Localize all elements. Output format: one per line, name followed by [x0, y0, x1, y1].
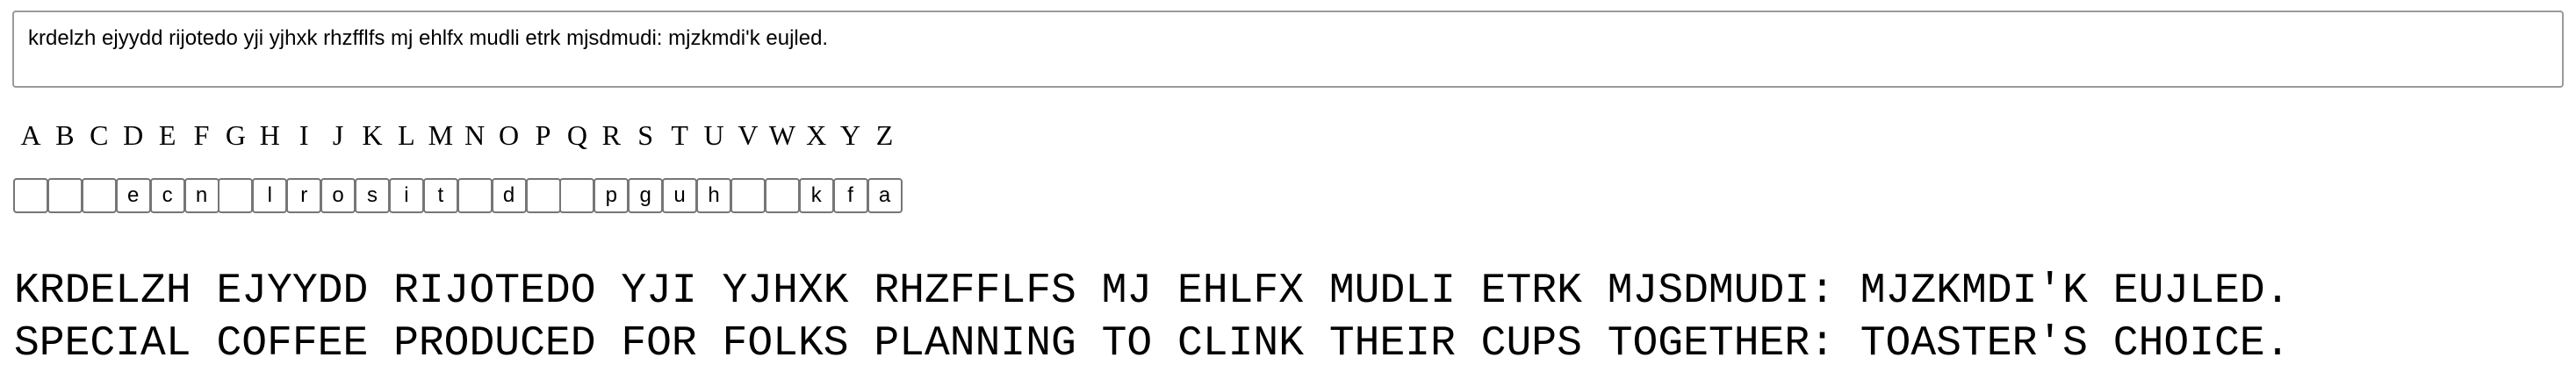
letter-label-p: P	[535, 119, 551, 151]
letter-label-x: X	[806, 119, 827, 151]
letter-input-m[interactable]	[423, 178, 458, 213]
letter-input-l[interactable]	[389, 178, 424, 213]
letter-input-p[interactable]	[526, 178, 561, 213]
letter-label-v: V	[738, 119, 759, 151]
letter-label-u: U	[703, 119, 724, 151]
letter-label-q: Q	[566, 119, 587, 151]
letter-input-w[interactable]	[765, 178, 800, 213]
letter-input-i[interactable]	[286, 178, 321, 213]
letter-input-c[interactable]	[82, 178, 117, 213]
letter-label-i: I	[299, 119, 309, 151]
letter-input-y[interactable]	[833, 178, 868, 213]
ciphertext-display: KRDELZH EJYYDD RIJOTEDO YJI YJHXK RHZFFLFS MJ EHLFX MUDLI ETRK MJSDMUDI: MJZKMDI'K EUJLED.	[14, 268, 2291, 315]
letter-input-q[interactable]	[559, 178, 594, 213]
letter-input-d[interactable]	[116, 178, 151, 213]
letter-input-t[interactable]	[662, 178, 697, 213]
letter-label-m: M	[428, 119, 454, 151]
substitution-inputs-row	[0, 178, 2576, 217]
letter-label-y: Y	[840, 119, 861, 151]
alphabet-row	[0, 114, 2576, 158]
letter-label-e: E	[158, 119, 176, 151]
letter-label-h: H	[259, 119, 280, 151]
letter-input-b[interactable]	[47, 178, 83, 213]
letter-input-e[interactable]	[150, 178, 185, 213]
letter-label-b: B	[55, 119, 75, 151]
letter-label-c: C	[90, 119, 109, 151]
letter-input-g[interactable]	[218, 178, 253, 213]
letter-label-r: R	[601, 119, 621, 151]
letter-input-j[interactable]	[320, 178, 356, 213]
letter-label-g: G	[225, 119, 246, 151]
letter-label-j: J	[332, 119, 344, 151]
letter-input-x[interactable]	[799, 178, 834, 213]
letter-input-s[interactable]	[628, 178, 663, 213]
letter-input-n[interactable]	[457, 178, 493, 213]
letter-label-w: W	[768, 119, 795, 151]
letter-label-n: N	[464, 119, 486, 151]
letter-input-z[interactable]	[867, 178, 903, 213]
letter-label-o: O	[499, 119, 520, 151]
plaintext-display: SPECIAL COFFEE PRODUCED FOR FOLKS PLANNING TO CLINK THEIR CUPS TOGETHER: TOASTER'S CHOICE.	[14, 320, 2291, 368]
letter-input-u[interactable]	[696, 178, 731, 213]
letter-input-h[interactable]	[252, 178, 287, 213]
letter-label-d: D	[123, 119, 144, 151]
letter-label-k: K	[362, 119, 383, 151]
cipher-text: krdelzh ejyydd rijotedo yji yjhxk rhzfflfs mj ehlfx mudli etrk mjsdmudi: mjzkmdi'k eujled.	[28, 26, 829, 50]
letter-input-f[interactable]	[184, 178, 219, 213]
letter-input-k[interactable]	[355, 178, 390, 213]
letter-label-l: L	[398, 119, 415, 151]
letter-label-t: T	[671, 119, 688, 151]
letter-label-s: S	[637, 119, 654, 151]
letter-label-a: A	[20, 119, 41, 151]
letter-label-f: F	[193, 119, 210, 151]
letter-input-o[interactable]	[492, 178, 527, 213]
letter-input-a[interactable]	[13, 178, 48, 213]
letter-input-r[interactable]	[594, 178, 629, 213]
letter-input-v[interactable]	[730, 178, 766, 213]
letter-label-z: Z	[875, 119, 894, 151]
